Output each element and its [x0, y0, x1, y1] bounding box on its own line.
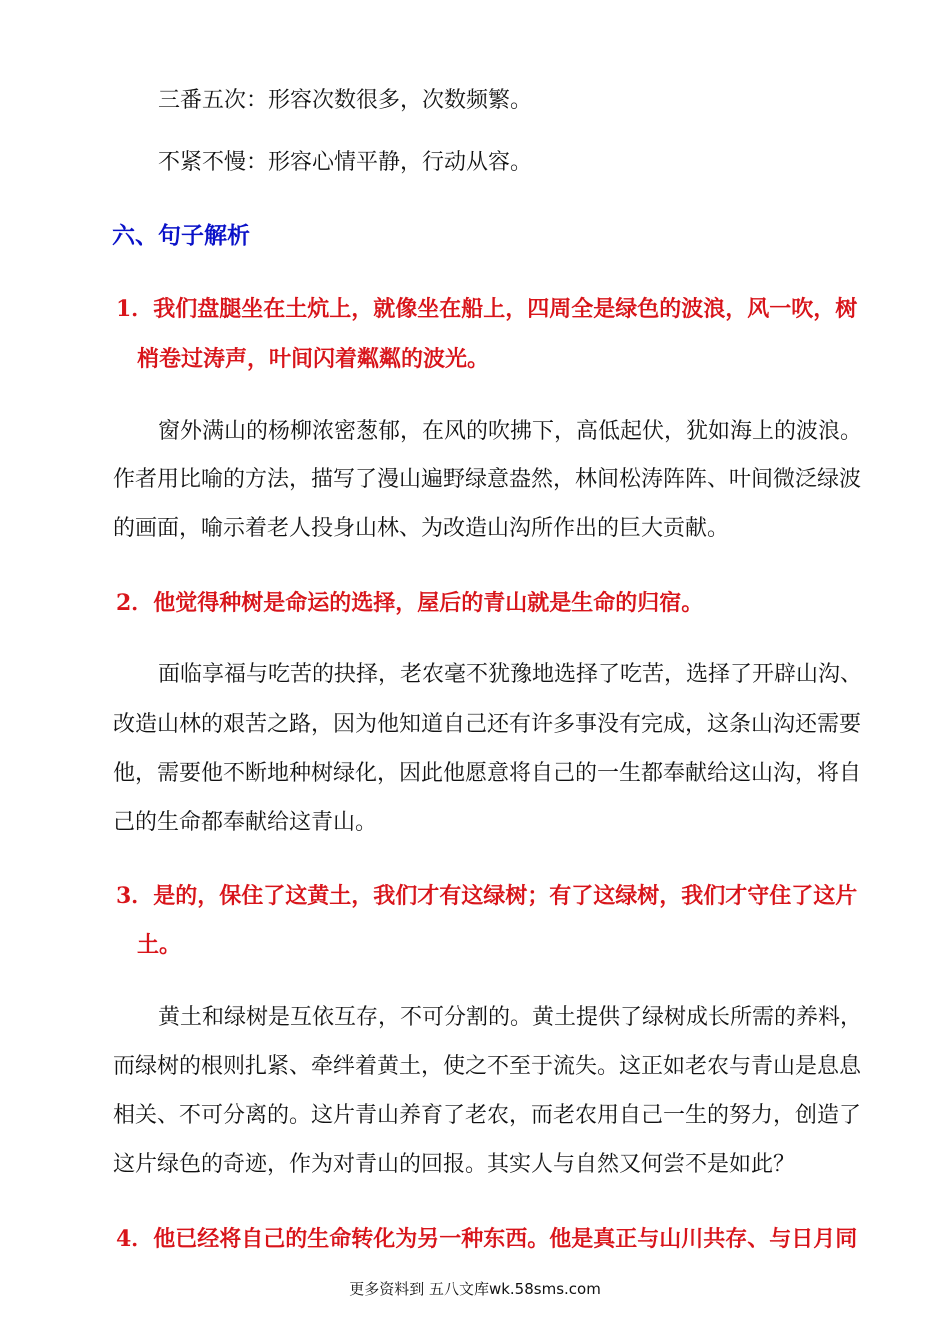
question-line: 梢卷过涛声，叶间闪着粼粼的波光。: [137, 346, 490, 372]
footer-link-text: 更多资料到 五八文库wk.58sms.com: [349, 1280, 601, 1298]
question-line: 3．是的，保住了这黄土，我们才有这绿树；有了这绿树，我们才守住了这片: [116, 883, 858, 909]
question-line: 土。: [137, 932, 182, 958]
question-line: 2．他觉得种树是命运的选择，屋后的青山就是生命的归宿。: [116, 590, 704, 616]
answer-line: 他，需要他不断地种树绿化，因此他愿意将自己的一生都奉献给这山沟，将自: [113, 761, 862, 786]
answer-line: 改造山林的艰苦之路，因为他知道自己还有许多事没有完成，这条山沟还需要: [113, 712, 862, 737]
idiom-definition: 三番五次：形容次数很多，次数频繁。: [158, 88, 533, 113]
answer-line: 的画面，喻示着老人投身山林、为改造山沟所作出的巨大贡献。: [113, 516, 730, 541]
answer-line: 相关、不可分离的。这片青山养育了老农，而老农用自己一生的努力，创造了: [113, 1103, 862, 1128]
answer-line: 黄土和绿树是互依互存，不可分割的。黄土提供了绿树成长所需的养料，: [158, 1005, 863, 1030]
answer-line: 作者用比喻的方法，描写了漫山遍野绿意盎然，林间松涛阵阵、叶间微泛绿波: [113, 467, 862, 492]
section-title: 六、句子解析: [112, 222, 250, 249]
question-line: 1．我们盘腿坐在土炕上，就像坐在船上，四周全是绿色的波浪，风一吹，树: [116, 296, 858, 322]
answer-line: 窗外满山的杨柳浓密葱郁，在风的吹拂下，高低起伏，犹如海上的波浪。: [158, 419, 863, 444]
question-line: 4．他已经将自己的生命转化为另一种东西。他是真正与山川共存、与日月同: [116, 1226, 858, 1252]
answer-line: 己的生命都奉献给这青山。: [113, 810, 378, 835]
answer-line: 而绿树的根则扎紧、牵绊着黄土，使之不至于流失。这正如老农与青山是息息: [113, 1054, 862, 1079]
idiom-definition: 不紧不慢：形容心情平静，行动从容。: [158, 150, 533, 175]
answer-line: 这片绿色的奇迹，作为对青山的回报。其实人与自然又何尝不是如此？: [113, 1152, 796, 1177]
answer-line: 面临享福与吃苦的抉择，老农毫不犹豫地选择了吃苦，选择了开辟山沟、: [158, 662, 863, 687]
